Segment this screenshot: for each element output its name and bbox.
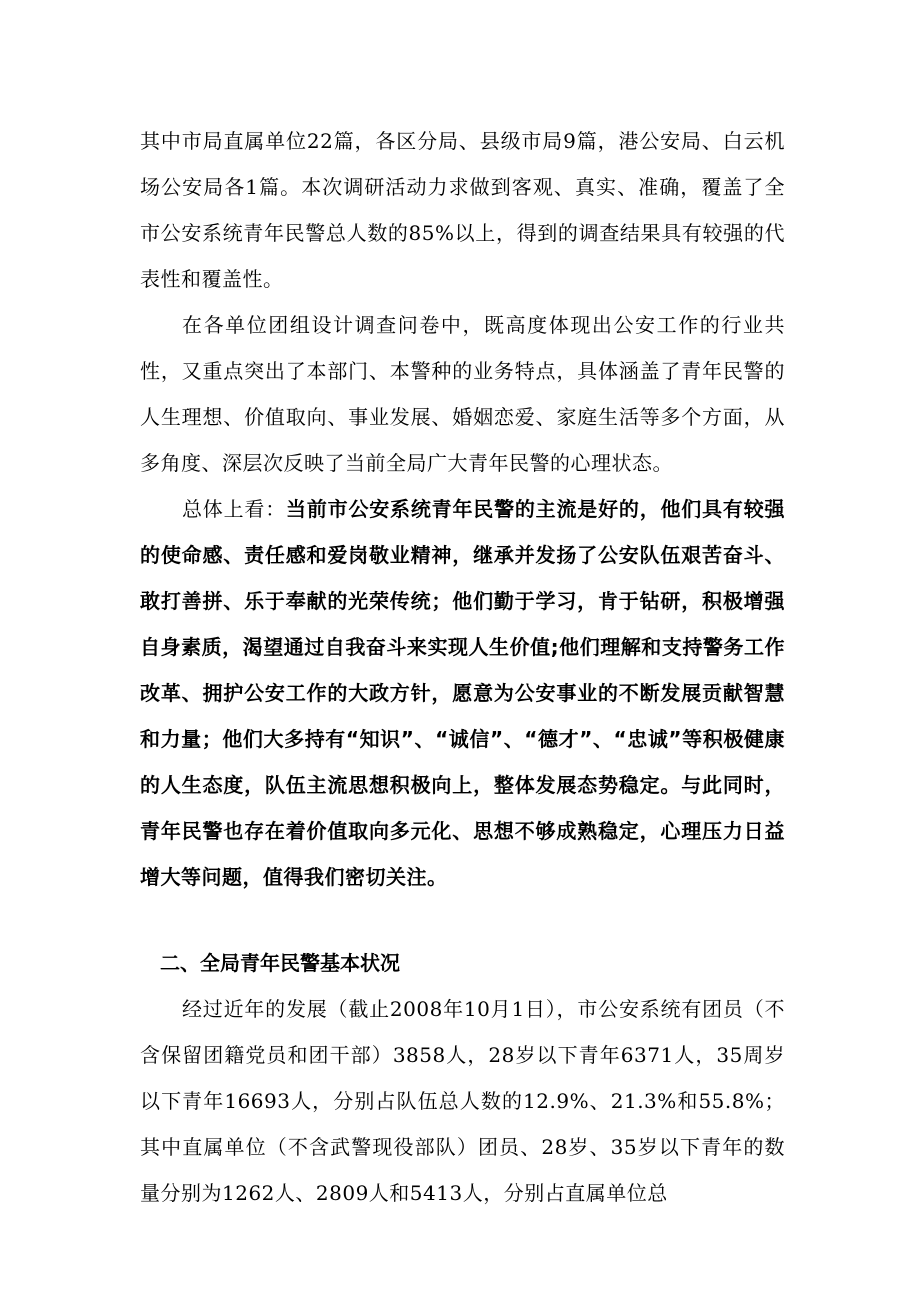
paragraph-basic-status: 经过近年的发展（截止2008年10月1日），市公安系统有团员（不含保留团籍党员和团干部）3858人，28岁以下青年6371人，35周岁以下青年16693人，分别占队伍总人数的12.9%、21.3%和55.8%；其中直属单位（不含武警现役部队）团员、28岁、35岁以下青年的数量分别为1262人、2809人和5413人，分别占直属单位总 [140, 997, 785, 1205]
summary-lead-text: 总体上看： [182, 497, 287, 521]
paragraph-overall-summary [140, 486, 785, 900]
paragraph-survey-scope: 其中市局直属单位22篇，各区分局、县级市局9篇，港公安局、白云机场公安局各1篇。本次调研活动力求做到客观、真实、准确，覆盖了全市公安系统青年民警总人数的85%以上，得到的调查结果具有较强的代表性和覆盖性。 [140, 129, 785, 291]
summary-bold-text: 当前市公安系统青年民警的主流是好的，他们具有较强的使命感、责任感和爱岗敬业精神，继承并发扬了公安队伍艰苦奋斗、敢打善拼、乐于奉献的光荣传统；他们勤于学习，肯于钻研，积极增强自身素质，渴望通过自我奋斗来实现人生价值;他们理解和支持警务工作改革、拥护公安工作的大政方针，愿意为公安事业的不断发展贡献智慧和力量；他们大多持有“知识”、“诚信”、“德才”、“忠诚”等积极健康的人生态度，队伍主流思想积极向上，整体发展态势稳定。与此同时，青年民警也存在着价值取向多元化、思想不够成熟稳定，心理压力日益增大等问题，值得我们密切关注。 [140, 497, 786, 889]
document-body [140, 118, 785, 1216]
paragraph-questionnaire-design: 在各单位团组设计调查问卷中，既高度体现出公安工作的行业共性，又重点突出了本部门、本警种的业务特点，具体涵盖了青年民警的人生理想、价值取向、事业发展、婚姻恋爱、家庭生活等多个方面，从多角度、深层次反映了当前全局广大青年民警的心理状态。 [140, 313, 785, 475]
section-heading: 二、全局青年民警基本状况 [160, 951, 400, 975]
